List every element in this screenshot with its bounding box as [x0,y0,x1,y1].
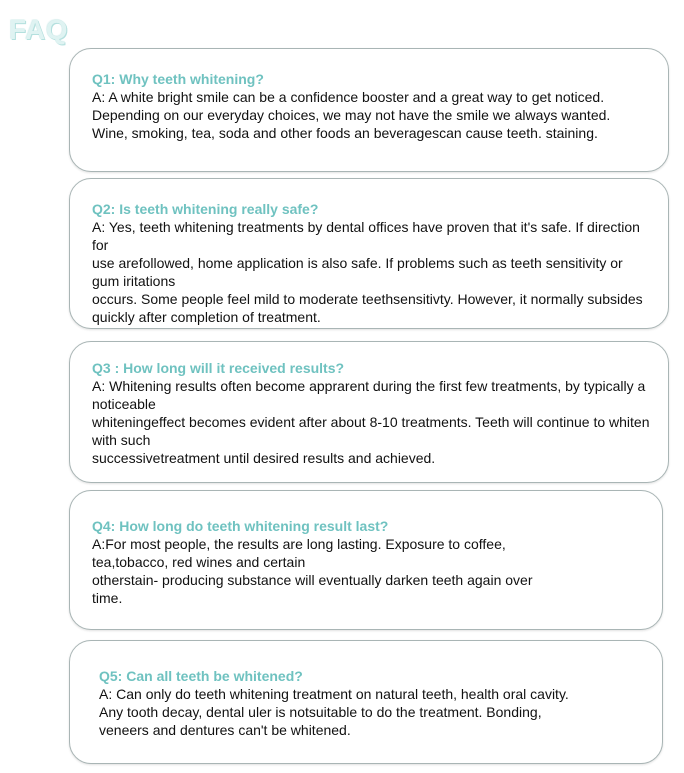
faq-question: Q2: Is teeth whitening really safe? [92,201,319,217]
faq-card-q5 [69,640,663,764]
faq-answer: A: Yes, teeth whitening treatments by dental offices have proven that it's safe. If direction for use arefollowed, home application is also safe. If problems such as teeth sensitivity or gum iritations occurs. Some people feel mild to moderate teethsensitivty. However, it normally subsides quickly after completion of treatment. [92,219,643,325]
faq-card-q1 [69,48,669,172]
faq-question: Q3 : How long will it received results? [92,360,345,376]
page-title: FAQ [9,14,69,45]
faq-question: Q4: How long do teeth whitening result last? [92,518,389,534]
faq-answer: A:For most people, the results are long lasting. Exposure to coffee, tea,tobacco, red wines and certain otherstain- producing substance will eventually darken teeth again over time. [92,536,533,606]
faq-answer: A: Can only do teeth whitening treatment on natural teeth, health oral cavity. Any tooth decay, dental uler is notsuitable to do the treatment. Bonding, veneers and dentures can't be whitened. [99,686,569,738]
faq-card-q4 [69,490,663,630]
faq-answer: A: A white bright smile can be a confidence booster and a great way to get noticed. Depending on our everyday choices, we may not have the smile we always wanted. Wine, smoking, tea, soda and other foods an beveragescan cause teeth. staining. [92,89,611,141]
faq-question: Q5: Can all teeth be whitened? [99,668,303,684]
faq-card-q2 [69,178,669,329]
faq-answer: A: Whitening results often become apprarent during the first few treatments, by typically a noticeable whiteningeffect becomes evident after about 8-10 treatments. Teeth will continue to whiten with such successivetreatment until desired results and achieved. [92,378,650,466]
faq-card-q3 [69,341,669,483]
faq-question: Q1: Why teeth whitening? [92,71,264,87]
